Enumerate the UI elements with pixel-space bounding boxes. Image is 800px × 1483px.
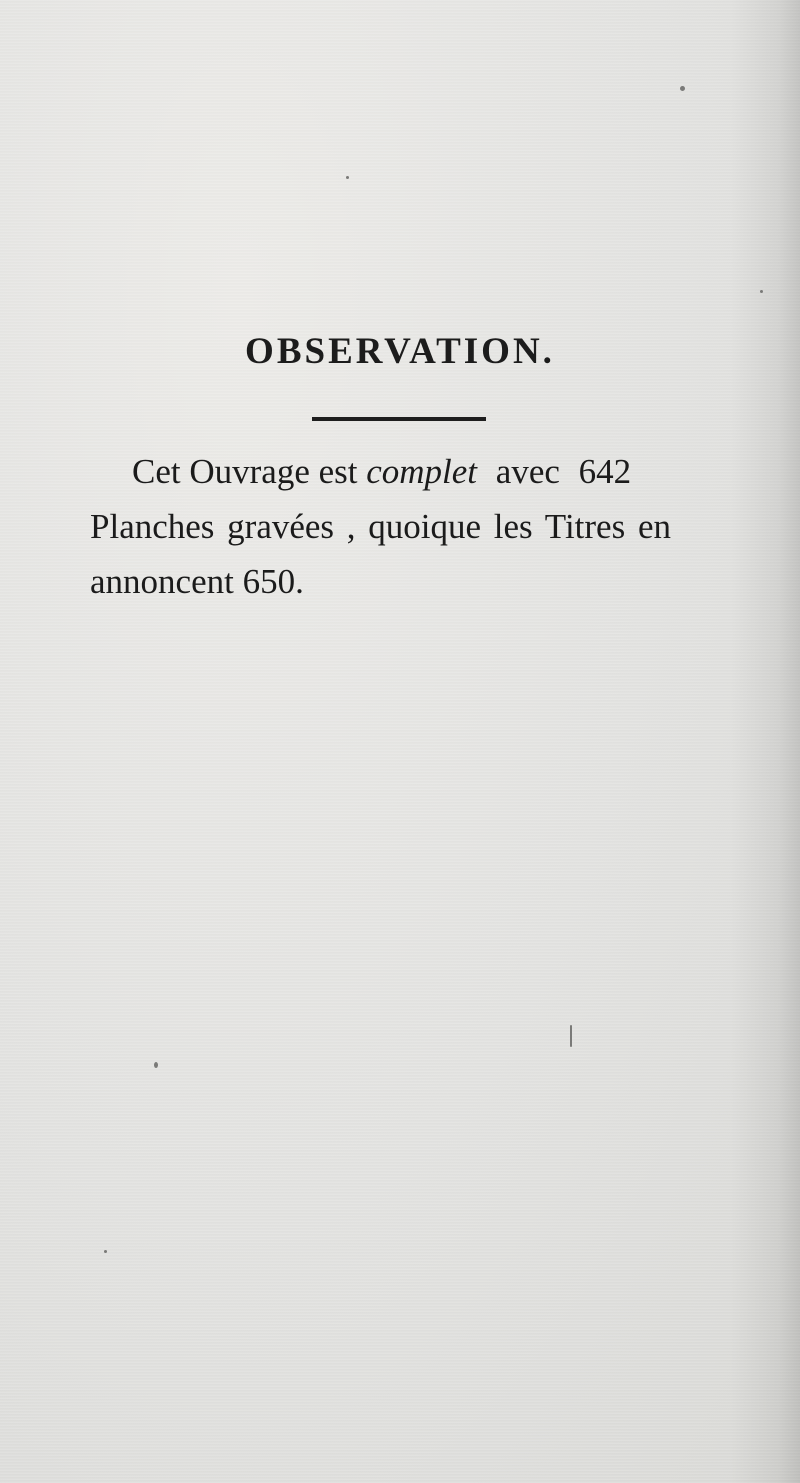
observation-paragraph: [90, 444, 730, 609]
paper-speck: [346, 176, 349, 179]
paper-speck: [104, 1250, 107, 1253]
title-divider-rule: [312, 417, 486, 421]
line1-prefix: Cet Ouvrage est: [132, 452, 358, 491]
paragraph-line-1: [90, 444, 730, 499]
paper-speck: [680, 86, 685, 91]
page-edge-shadow: [730, 0, 800, 1483]
paper-speck: [760, 290, 763, 293]
paragraph-line-3: annoncent 650.: [90, 562, 304, 601]
paragraph-line-2: Planches gravées , quoique les Titres en: [90, 507, 671, 546]
emphasis-word: complet: [366, 452, 478, 491]
paper-speck: [570, 1025, 572, 1047]
page-title: OBSERVATION.: [245, 331, 555, 372]
plate-count-number: 642: [578, 452, 632, 491]
paper-speck: [154, 1062, 158, 1068]
line1-mid: avec: [495, 452, 560, 491]
